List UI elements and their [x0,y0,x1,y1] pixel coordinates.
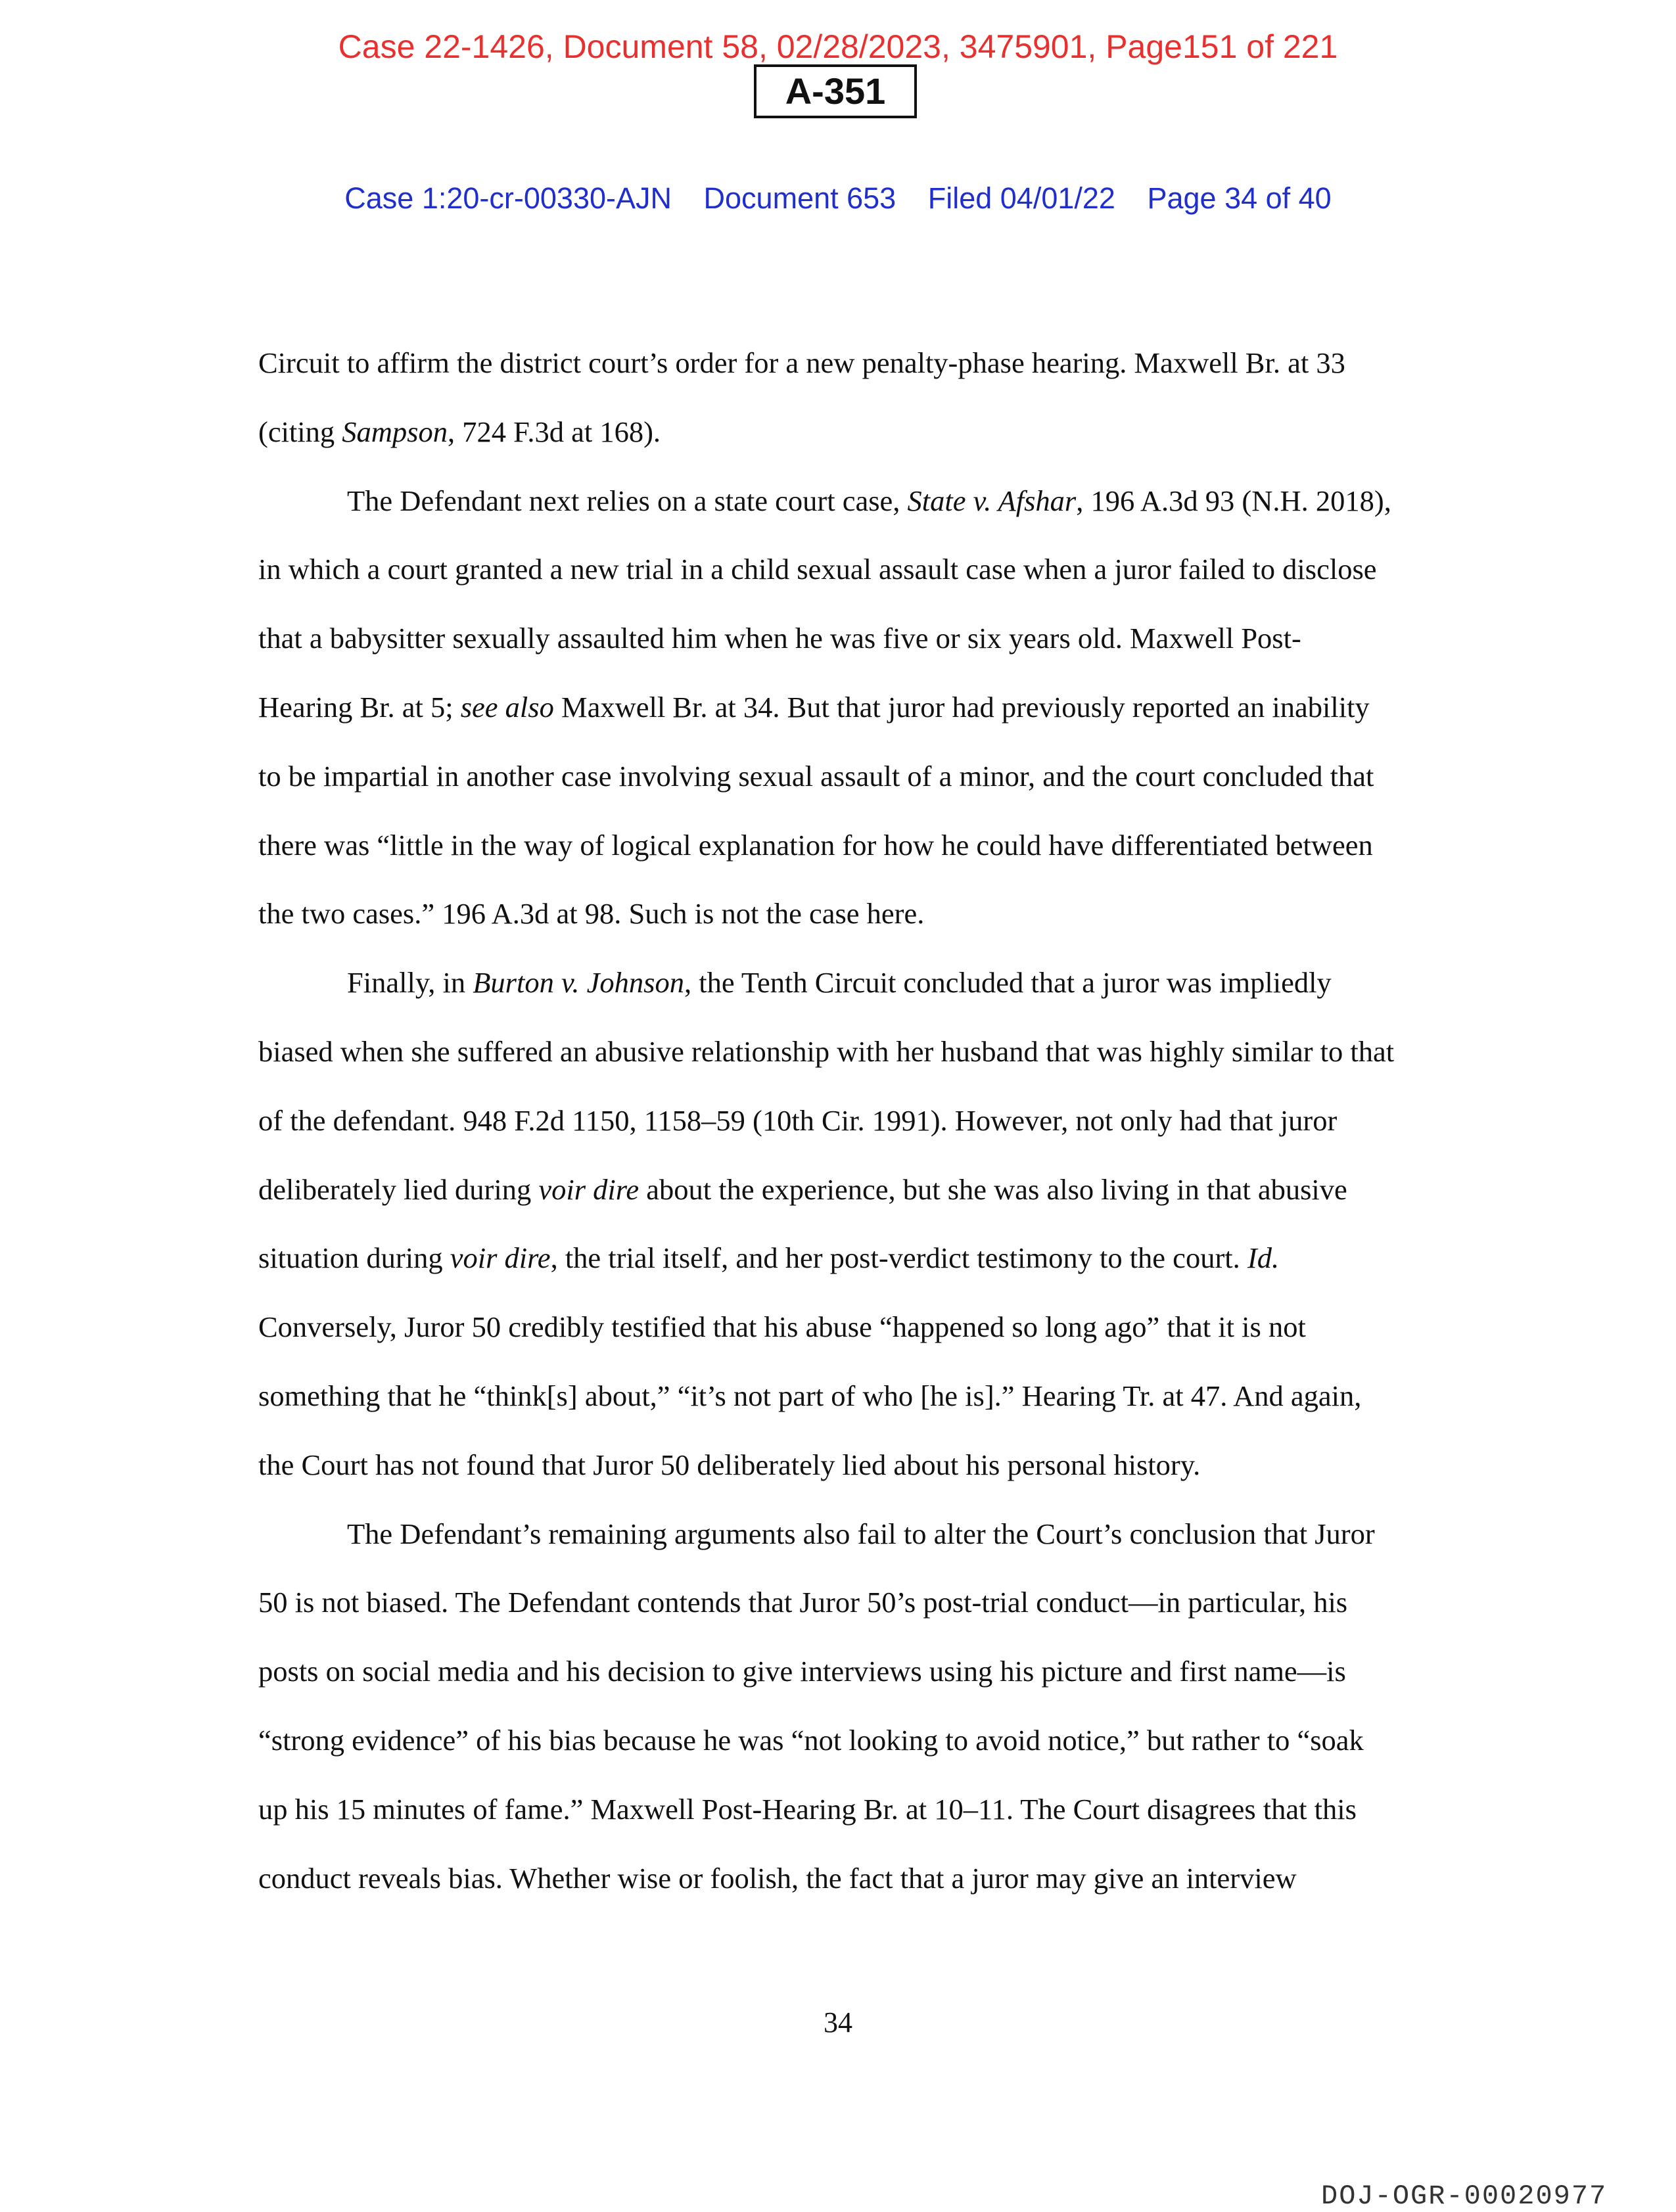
body-line: The Defendant’s remaining arguments also fail to alter the Court’s conclusion that Juror [347,1517,1375,1550]
bates-number: DOJ-OGR-00020977 [1321,2180,1608,2212]
body-line: (citing Sampson, 724 F.3d at 168). [258,415,661,448]
body-line: Hearing Br. at 5; see also Maxwell Br. at 34. But that juror had previously reported an inability [258,690,1370,724]
appellate-case-stamp: Case 22-1426, Document 58, 02/28/2023, 3475901, Page151 of 221 [338,28,1338,65]
body-line: situation during voir dire, the trial itself, and her post-verdict testimony to the court. Id. [258,1241,1280,1275]
body-line: of the defendant. 948 F.2d 1150, 1158–59 (10th Cir. 1991). However, not only had that juror [258,1103,1338,1137]
body-line: deliberately lied during voir dire about the experience, but she was also living in that abusive [258,1172,1347,1206]
body-line: the Court has not found that Juror 50 deliberately lied about his personal history. [258,1448,1201,1481]
district-page-count: Page 34 of 40 [1147,181,1332,215]
body-line: biased when she suffered an abusive relationship with her husband that was highly similar to that [258,1034,1395,1068]
opinion-body-text [258,329,1428,1912]
body-line: Circuit to affirm the district court’s order for a new penalty-phase hearing. Maxwell Br. at 33 [258,346,1345,379]
body-line: something that he “think[s] about,” “it’s not part of who [he is].” Hearing Tr. at 47. And again, [258,1379,1362,1412]
body-line: The Defendant next relies on a state court case, State v. Afshar, 196 A.3d 93 (N.H. 2018), [347,484,1391,517]
body-line: that a babysitter sexually assaulted him when he was five or six years old. Maxwell Post- [258,622,1301,655]
body-line: up his 15 minutes of fame.” Maxwell Post-Hearing Br. at 10–11. The Court disagrees that this [258,1792,1357,1826]
body-line: in which a court granted a new trial in a child sexual assault case when a juror failed to disclose [258,553,1377,586]
body-line: there was “little in the way of logical explanation for how he could have differentiated between [258,828,1373,862]
body-line: conduct reveals bias. Whether wise or foolish, the fact that a juror may give an interview [258,1861,1297,1895]
body-line: posts on social media and his decision to give interviews using his picture and first name—is [258,1655,1346,1688]
exhibit-label-box: A-351 [754,64,917,118]
body-line: 50 is not biased. The Defendant contends that Juror 50’s post-trial conduct—in particular, his [258,1586,1348,1619]
body-line: to be impartial in another case involving sexual assault of a minor, and the court concluded that [258,759,1374,793]
district-case-number: Case 1:20-cr-00330-AJN [344,181,672,215]
body-line: Conversely, Juror 50 credibly testified that his abuse “happened so long ago” that it is not [258,1310,1306,1344]
body-line: “strong evidence” of his bias because he was “not looking to avoid notice,” but rather to “soak [258,1723,1364,1757]
body-line: the two cases.” 196 A.3d at 98. Such is not the case here. [258,897,925,931]
district-document-number: Document 653 [703,181,896,215]
district-case-header [0,181,1676,216]
district-filed-date: Filed 04/01/22 [927,181,1115,215]
body-line: Finally, in Burton v. Johnson, the Tenth Circuit concluded that a juror was impliedly [347,966,1332,1000]
page-number: 34 [824,2006,852,2039]
